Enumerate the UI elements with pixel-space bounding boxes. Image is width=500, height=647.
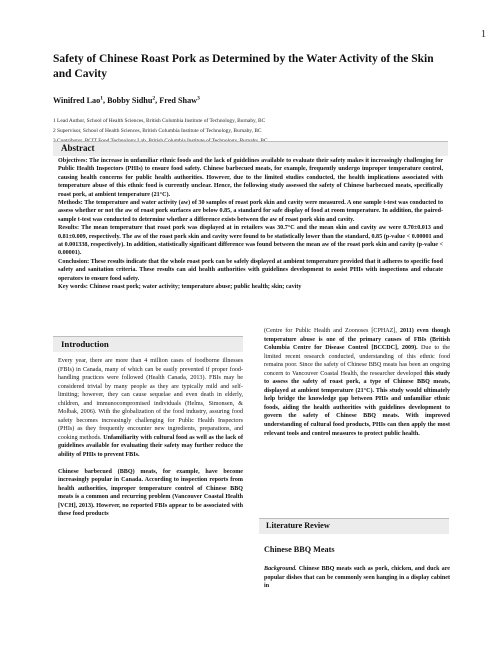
introduction-heading: Introduction [61, 339, 109, 349]
intro-p3-bold-a: 2011) even though temperature abuse is one of the primary causes of FBIs (British Columbia Centre for Disease Control [BCCDC], 2009). [264, 328, 450, 352]
author-sup: 3 [197, 95, 200, 102]
methods-text: The temperature and water activity (aw) of 30 samples of roast pork skin and cavity were measured. A one sample t-test was conducted to assess whether or not the aw of roast pork surfaces are below 0.85, a standard for safe display of food at room temperature. In addition, the paired-sample t-test was conducted to determine whether a difference exists between the aw of roast pork skin and cavity. [58, 200, 443, 223]
affiliation-line: 1 Lead Author, School of Health Sciences, British Columbia Institute of Technology, Burnaby, BC [53, 118, 266, 124]
intro-paragraph-3 [264, 327, 450, 438]
intro-p3-bold-b: this study to assess the safety of roast pork, a type of Chinese BBQ meats, displayed at ambient temperature (21°C). This study would ultimately help bridge the knowledge gap between PHIs and unfamiliar ethnic foods, aiding the health authorities with guidelines development to govern the safety of Chinese BBQ meats. With improved understanding of cultural food products, PHIs can then apply the most relevant tools and control measures to protect public health. [264, 370, 451, 437]
intro-p3-text-b: Due to the limited recent research conducted, understanding of this ethnic food remains poor. Since the safety of Chinese BBQ meats has been an ongoing concern to Vancouver Coastal Health, the researcher developed [264, 345, 450, 377]
objectives-label: Objectives: [58, 158, 88, 164]
page-number: 1 [481, 29, 486, 40]
methods-label: Methods: [58, 200, 83, 207]
chinese-bbq-meats-subheading: Chinese BBQ Meats [264, 545, 335, 554]
author-name: Winifred Lao [53, 96, 101, 105]
abstract-heading-bar [53, 141, 448, 156]
author-sup: 1 [100, 95, 103, 102]
conclusion-text: These results indicate that the whole roast pork can be safely displayed at ambient temperature provided that it adheres to specific food safety and sanitation criteria. These results can aid health authorities with guidelines development to assist PHIs with inspections and educate operators to ensure food safety. [58, 258, 443, 282]
objectives-text: The increase in unfamiliar ethnic foods and the lack of guidelines available to evaluate their safety makes it increasingly challenging for Public Health Inspectors (PHIs) to ensure food safety. Chinese barbecued meats, for example, frequently undergo improper temperature control, causing health concerns for public health authorities. However, due to the limited studies conducted, the health implications associated with temperature abuse of this ethnic food is currently unclear. Hence, the following study assessed the safety of Chinese barbecued meats, specifically roast pork, at ambient temperature (21°C). [58, 158, 443, 198]
intro-p1-emphasis: Unfamiliarity with cultural food as well as the lack of guidelines available for evaluating their safety may further reduce the ability of PHIs to prevent FBIs. [58, 434, 243, 459]
left-column [58, 357, 243, 527]
intro-paragraph-1 [58, 357, 243, 460]
results-label: Results: [58, 225, 79, 232]
intro-p3-text-a: (Centre for Public Health and Zoonoses [CPHAZ], [264, 328, 400, 334]
background-text: Chinese BBQ meats such as pork, chicken, and duck are popular dishes that can be commonly seen hanging in a display cabinet in [264, 566, 450, 590]
background-paragraph [264, 565, 450, 591]
abstract-methods [58, 199, 443, 224]
intro-p1-text: Every year, there are more than 4 million cases of foodborne illnesses (FBIs) in Canada, many of which can be easily prevented if proper food-handling practices were followed (Health Canada, 2013). FBIs may be considered trivial by many people as they are typically mild and self-limiting; however, they can cause sequelae and even death in elderly, children, and immunocompromised individuals (Helms, Simonsen, & Molbak, 2006). With the globalization of the food industry, assuring food safety becomes increasingly challenging for Public Health Inspectors (PHIs) as they frequently encounter new ingredients, preparations, and cooking methods. [58, 358, 243, 441]
author-name: Bobby Sidhu [107, 96, 153, 105]
affiliation-line: 2 Supervisor, School of Health Sciences, British Columbia Institute of Technology, Burnaby, BC [53, 128, 262, 134]
paper-title: Safety of Chinese Roast Pork as Determined by the Water Activity of the Skin and Cavity [53, 53, 434, 80]
keywords-label: Key words: [58, 284, 88, 291]
abstract-objectives [58, 157, 443, 199]
right-column [264, 327, 450, 446]
author-name: Fred Shaw [159, 96, 198, 105]
abstract-keywords [58, 283, 443, 291]
literature-review-heading-bar [259, 518, 449, 534]
author-sup: 2 [152, 95, 156, 102]
background-label: Background. [264, 566, 297, 572]
abstract-results [58, 224, 443, 258]
author-list: Winifred Lao$^1$, Bobby Sidhu$^2$, Fred Shaw$^3$ [53, 95, 200, 105]
keywords-text: Chinese roast pork; water activity; temperature abuse; public health; skin; cavity [87, 284, 302, 291]
abstract-body [58, 157, 443, 292]
literature-review-heading: Literature Review [266, 521, 330, 530]
results-text: The mean temperature that roast pork was displayed at in retailers was 30.7°C and the mean skin and cavity aw were 0.70±0.013 and 0.81±0.009, respectively. The aw of the roast pork skin and cavity were found to be statistically lower than the standard, 0.85 (p-value < 0.00001 and at 0.001338, respectively). In addition, statistically significant difference was found between the mean aw of the roast pork skin and cavity (p-value < 0.00001). [58, 225, 443, 257]
conclusion-label: Conclusion: [58, 258, 90, 265]
abstract-heading: Abstract [61, 143, 95, 153]
abstract-conclusion [58, 258, 443, 283]
introduction-heading-bar [53, 336, 243, 352]
intro-paragraph-2: Chinese barbecued (BBQ) meats, for example, have become increasingly popular in Canada. According to inspection reports from health authorities, improper temperature control of Chinese BBQ meats is a common and recurring problem (Vancouver Coastal Health [VCH], 2013). However, no reported FBIs appear to be associated with these food products [58, 468, 243, 518]
